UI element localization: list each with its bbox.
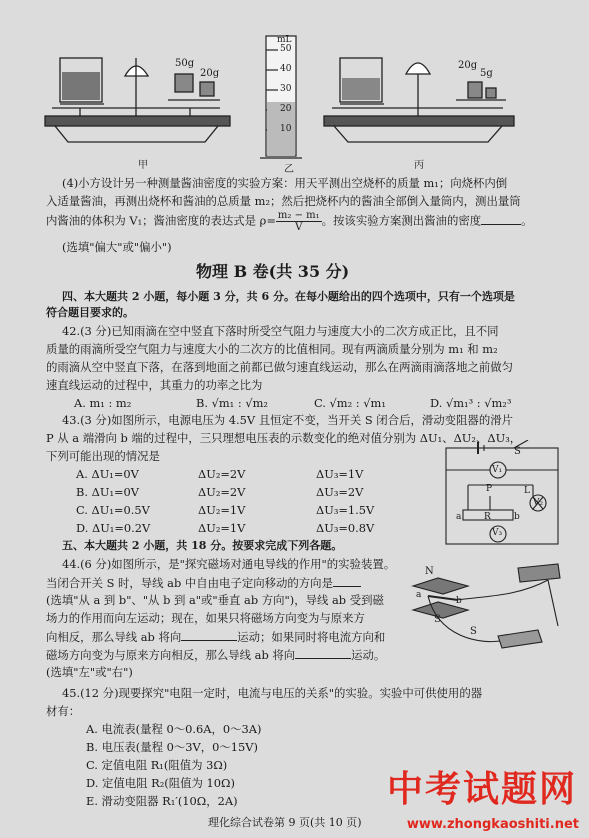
q45-item: A. 电流表(量程 0～0.6A，0～3A) — [86, 722, 262, 736]
q43-option-b-u2: ΔU₂=2V — [198, 485, 246, 499]
weight-label: 20g — [458, 60, 478, 71]
q4-line: (4)小方设计另一种测量酱油密度的实验方案：用天平测出空烧杯的质量 m₁；向烧杯内倒 — [62, 176, 508, 190]
weight-label: 20g — [200, 68, 220, 79]
cylinder-tick: 10 — [280, 124, 292, 134]
q4-text: 内酱油的体积为 V₁；酱油密度的表达式是 ρ= — [46, 213, 276, 228]
answer-blank[interactable] — [181, 629, 237, 641]
q43-option-c[interactable]: C. ΔU₁=0.5V — [76, 503, 150, 517]
q43-option-b-u3: ΔU₃=2V — [316, 485, 364, 499]
fraction-denominator: V — [295, 222, 303, 233]
part4-line: 符合题目要求的。 — [46, 306, 134, 319]
magnet-label: N — [425, 566, 434, 577]
q45-item: D. 定值电阻 R₂(阻值为 10Ω) — [86, 776, 235, 790]
watermark-title: 中考试题网 — [386, 769, 577, 810]
q43-option-a-u3: ΔU₃=1V — [316, 467, 364, 481]
q4-line: (选填"偏大"或"偏小") — [62, 240, 172, 254]
circuit-label: b — [514, 512, 520, 522]
circuit-label: V₂ — [533, 498, 544, 508]
part4-line: 四、本大题共 2 小题，每小题 3 分，共 6 分。在每小题给出的四个选项中，只有一个选项是 — [62, 290, 515, 303]
q43-option-a[interactable]: A. ΔU₁=0V — [76, 467, 139, 481]
cylinder-tick: 20 — [280, 104, 292, 114]
q42-option[interactable]: A. m₁ : m₂ — [74, 396, 132, 410]
circuit-label: P — [486, 484, 493, 494]
section-title: 物理 B 卷(共 35 分) — [196, 262, 350, 281]
q44-text: 当闭合开关 S 时，导线 ab 中自由电子定向移动的方向是 — [46, 576, 333, 590]
q44-text: 磁场方向变为与原来方向相反，那么导线 ab 将向 — [46, 648, 296, 662]
q44-line: 44.(6 分)如图所示，是"探究磁场对通电导线的作用"的实验装置。 — [62, 557, 396, 571]
q44-line: 场力的作用而向左运动；现在，如果只将磁场方向变为与原来方 — [46, 611, 365, 625]
q42-option[interactable]: B. √m₁ : √m₂ — [196, 396, 268, 410]
magnet-label: a — [416, 590, 422, 600]
cylinder-unit: mL — [277, 35, 292, 45]
cylinder-tick: 40 — [280, 64, 292, 74]
q4-text: 。按该实验方案测出酱油的密度 — [321, 213, 482, 228]
q42-line: 42.(3 分)已知雨滴在空中竖直下落时所受空气阻力与速度大小的二次方成正比，且不同 — [62, 324, 499, 338]
q45-item: B. 电压表(量程 0～3V，0～15V) — [86, 740, 258, 754]
q43-option-d[interactable]: D. ΔU₁=0.2V — [76, 521, 151, 535]
fraction-numerator: m₂ − m₁ — [277, 210, 320, 221]
cylinder-tick: 30 — [280, 84, 292, 94]
answer-blank[interactable] — [333, 575, 361, 587]
circuit-label: S — [514, 446, 521, 457]
balance-figure-bing — [318, 38, 528, 158]
q42-option[interactable]: C. √m₂ : √m₁ — [314, 396, 386, 410]
watermark-url: www.zhongkaoshiti.net — [406, 817, 579, 832]
figure-label-bing: 丙 — [414, 160, 424, 171]
circuit-label: V₁ — [492, 465, 503, 475]
circuit-label: R — [484, 512, 491, 522]
q43-line: P 从 a 端滑向 b 端的过程中，三只理想电压表的示数变化的绝对值分别为 ΔU₁、ΔU₂、ΔU₃， — [46, 431, 522, 445]
q45-line: 材有： — [46, 704, 81, 718]
answer-blank[interactable] — [481, 213, 521, 225]
magnet-apparatus — [398, 556, 568, 660]
magnet-label: S — [434, 614, 441, 625]
q44-text: 运动。 — [351, 648, 386, 662]
q4-line — [46, 210, 533, 233]
q42-option[interactable]: D. √m₁³ : √m₂³ — [430, 396, 512, 410]
q45-item: C. 定值电阻 R₁(阻值为 3Ω) — [86, 758, 228, 772]
figure-label-jia: 甲 — [138, 160, 148, 171]
answer-blank[interactable] — [295, 647, 351, 659]
q43-option-a-u2: ΔU₂=2V — [198, 467, 246, 481]
q42-line: 的雨滴从空中竖直下落，在落到地面之前都已做匀速直线运动，那么在两滴雨滴落地之前做匀 — [46, 360, 514, 374]
circuit-label: a — [456, 512, 462, 522]
q43-line: 43.(3 分)如图所示，电源电压为 4.5V 且恒定不变，当开关 S 闭合后，滑动变阻器的滑片 — [62, 413, 513, 427]
page-footer: 理化综合试卷第 9 页(共 10 页) — [208, 816, 362, 829]
q42-line: 质量的雨滴所受空气阻力与速度大小的二次方的比值相同。现有两滴质量分别为 m₁ 和 m₂ — [46, 342, 498, 356]
q43-option-c-u2: ΔU₂=1V — [198, 503, 246, 517]
q44-line — [46, 629, 385, 644]
q44-line: (选填"左"或"右") — [46, 665, 133, 679]
q4-text: 。 — [521, 213, 533, 228]
figure-label-yi: 乙 — [284, 164, 294, 175]
q43-option-d-u2: ΔU₂=1V — [198, 521, 246, 535]
q44-line: (选填"从 a 到 b"、"从 b 到 a"或"垂直 ab 方向")，导线 ab 受到磁 — [46, 593, 384, 607]
part5-line: 五、本大题共 2 小题，共 18 分。按要求完成下列各题。 — [62, 539, 343, 552]
density-fraction — [276, 210, 322, 233]
q44-line — [46, 575, 361, 590]
magnet-label: S — [470, 626, 477, 637]
q45-line: 45.(12 分)现要探究"电阻一定时，电流与电压的关系"的实验。实验中可供使用的器 — [62, 686, 483, 700]
q4-line: 入适量酱油，再测出烧杯和酱油的总质量 m₂；然后把烧杯内的酱油全部倒入量筒内，测出量筒 — [46, 194, 521, 208]
q43-line: 下列可能出现的情况是 — [46, 449, 160, 463]
circuit-label: V₃ — [492, 528, 503, 538]
magnet-label: b — [456, 596, 462, 606]
circuit-label: L — [524, 486, 530, 496]
q44-line — [46, 647, 385, 662]
weight-label: 5g — [480, 68, 493, 79]
q44-text: 运动；如果同时将电流方向和 — [237, 630, 386, 644]
q44-text: 向相反，那么导线 ab 将向 — [46, 630, 182, 644]
q43-option-c-u3: ΔU₃=1.5V — [316, 503, 375, 517]
cylinder-tick: 50 — [280, 44, 292, 54]
balance-figure-jia — [40, 38, 240, 158]
q43-option-b[interactable]: B. ΔU₁=0V — [76, 485, 140, 499]
q43-option-d-u3: ΔU₃=0.8V — [316, 521, 375, 535]
q45-item: E. 滑动变阻器 R₁′(10Ω，2A) — [86, 794, 238, 808]
weight-label: 50g — [175, 58, 195, 69]
q42-line: 速直线运动的过程中，其重力的功率之比为 — [46, 378, 263, 392]
